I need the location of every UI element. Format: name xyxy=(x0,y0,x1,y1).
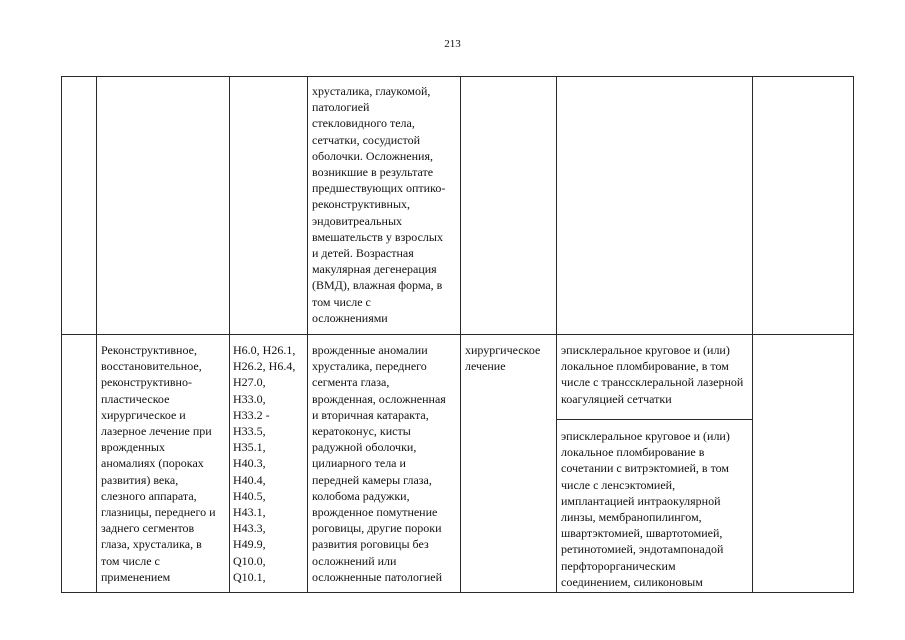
column-divider xyxy=(752,76,753,593)
diagnosis-cell-continued: хрусталика, глаукомой, патологией стекловидного тела, сетчатки, сосудистой оболочки. Осложнения, возникшие в результате предшествующих оптико- реконструктивных, эндовитреальных вмешательств у взрослых и детей. Возрастная макулярная дегенерация (ВМД), влажная форма, в том числе с осложнениями xyxy=(312,84,446,325)
column-divider xyxy=(460,76,461,593)
treatment-type-cell: хирургическое лечение xyxy=(465,343,541,374)
method-divider xyxy=(556,419,752,420)
row-divider xyxy=(61,334,854,335)
column-divider xyxy=(96,76,97,593)
icd-codes-cell: H6.0, H26.1, H26.2, H6.4, H27.0, H33.0, H33.2 - H33.5, H35.1, H40.3, H40.4, H40.5, H43.1, H43.3, H49.9, Q10.0, Q10.1, xyxy=(233,343,296,584)
treatment-method-cell: эписклеральное круговое и (или) локальное пломбирование в сочетании с витрэктомией, в том числе с ленсэктомией, имплантацией интраокулярной линзы, мембранопилингом, швартэктомией, швартотомией, ретинотомией, эндотампонадой перфторорганическим соединением, силиконовым xyxy=(561,429,730,589)
column-divider xyxy=(556,76,557,593)
column-divider xyxy=(229,76,230,593)
diagnosis-cell: врожденные аномалии хрусталика, переднего сегмента глаза, врожденная, осложненная и вторичная катаракта, кератоконус, кисты радужной оболочки, цилиарного тела и передней камеры глаза, колобома радужки, врожденное помутнение роговицы, другие пороки развития роговицы без осложнений или осложненные патологией xyxy=(312,343,446,584)
column-divider xyxy=(307,76,308,593)
care-type-cell: Реконструктивное, восстановительное, реконструктивно- пластическое хирургическое и лазерное лечение при врожденных аномалиях (пороках развития) века, слезного аппарата, глазницы, переднего и заднего сегментов глаза, хрусталика, в том числе с применением xyxy=(101,343,216,584)
treatment-method-cell: эписклеральное круговое и (или) локальное пломбирование, в том числе с транссклеральной лазерной коагуляцией сетчатки xyxy=(561,343,744,406)
page-number: 213 xyxy=(444,38,461,50)
